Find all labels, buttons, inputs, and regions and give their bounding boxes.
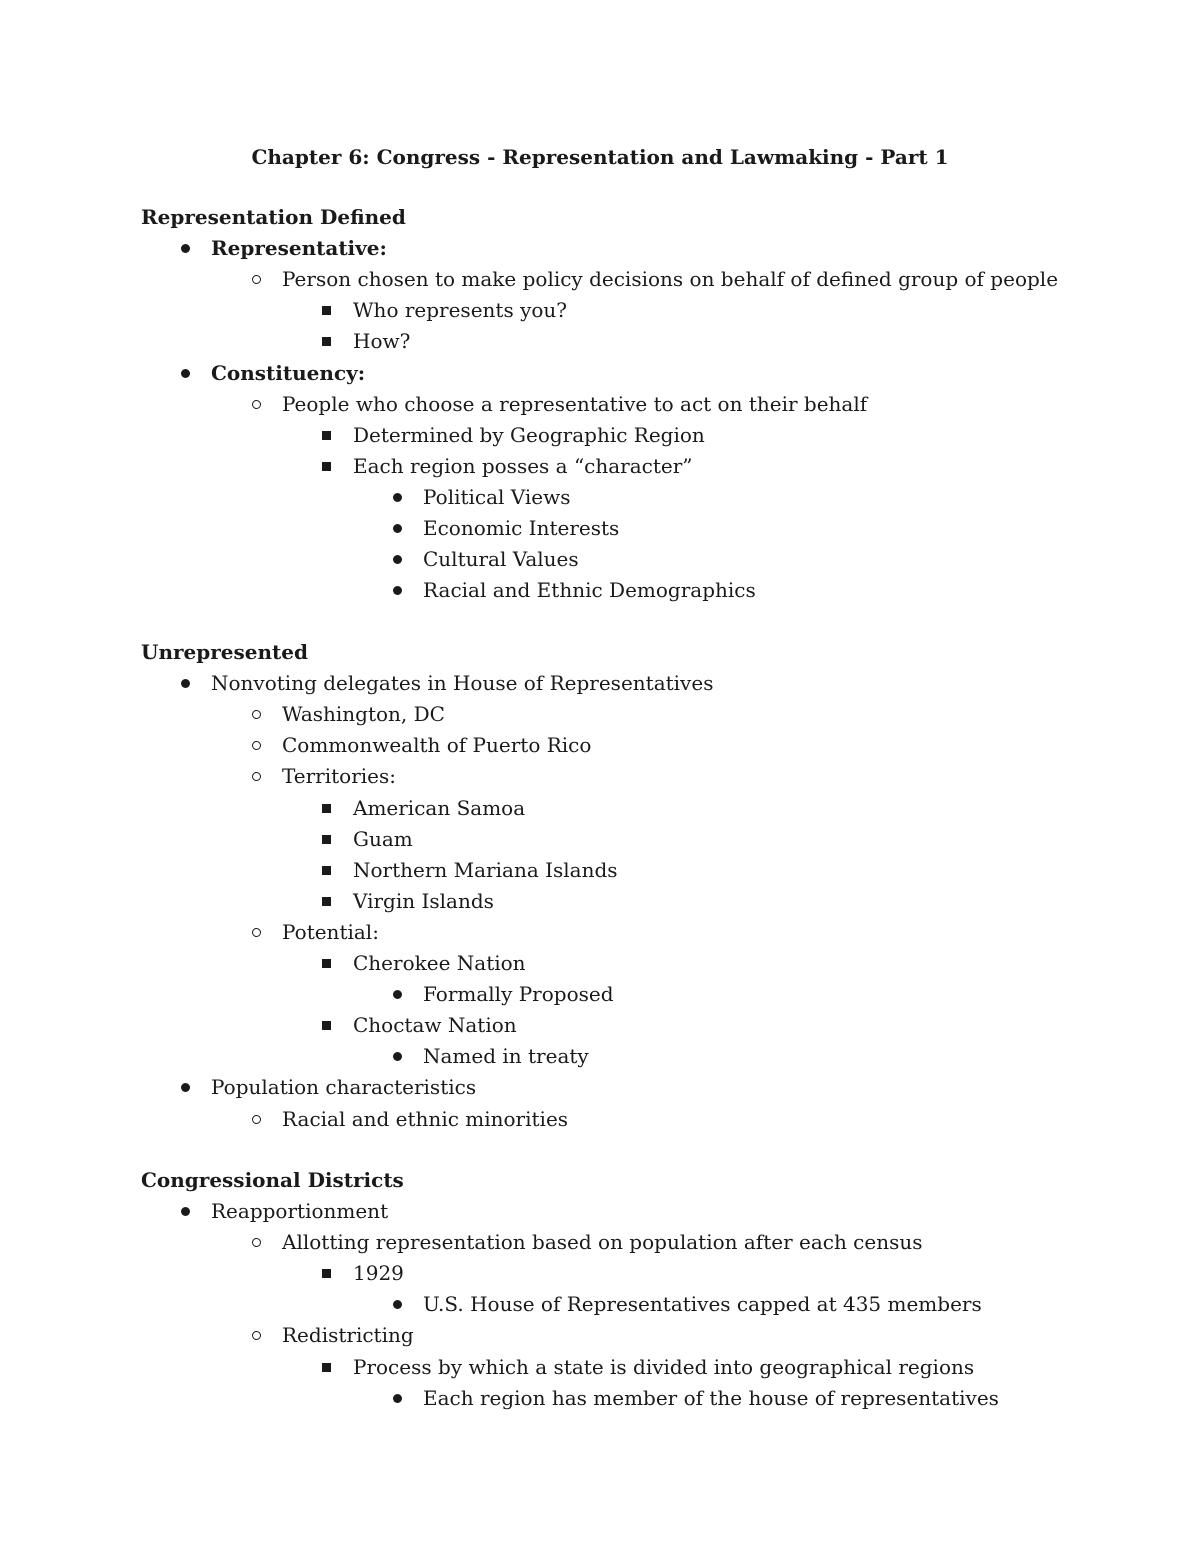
bullet-circle-icon xyxy=(241,1104,271,1135)
bullet-circle-icon xyxy=(241,1320,271,1351)
list-item-text: Allotting representation based on population after each census xyxy=(282,1230,923,1254)
bullet-square-icon xyxy=(311,451,341,482)
list-item xyxy=(0,264,1200,295)
list-item xyxy=(0,855,1200,886)
list-item xyxy=(0,1010,1200,1041)
section-heading: Unrepresented xyxy=(141,640,308,664)
list-item-text: Northern Mariana Islands xyxy=(353,858,618,882)
list-item-text: Who represents you? xyxy=(353,298,568,322)
list-item-text: Determined by Geographic Region xyxy=(353,423,705,447)
list-item xyxy=(0,730,1200,761)
bullet-circle-icon xyxy=(241,730,271,761)
list-item-text: Representative: xyxy=(211,236,387,260)
list-item xyxy=(0,575,1200,606)
list-item-text: U.S. House of Representatives capped at 435 members xyxy=(423,1292,982,1316)
bullet-dot-icon xyxy=(382,544,412,575)
list-item-text: Constituency: xyxy=(211,361,366,385)
bullet-dot-icon xyxy=(382,1289,412,1320)
bullet-dot-icon xyxy=(382,979,412,1010)
bullet-square-icon xyxy=(311,326,341,357)
list-item xyxy=(0,793,1200,824)
document-title: Chapter 6: Congress - Representation and Lawmaking - Part 1 xyxy=(251,145,949,169)
bullet-dot-icon xyxy=(382,1383,412,1414)
bullet-circle-icon xyxy=(241,1227,271,1258)
list-item xyxy=(0,668,1200,699)
bullet-square-icon xyxy=(311,948,341,979)
list-item-text: Cultural Values xyxy=(423,547,579,571)
bullet-dot-icon xyxy=(170,1196,200,1227)
list-item xyxy=(0,1072,1200,1103)
bullet-square-icon xyxy=(311,855,341,886)
list-item-text: Redistricting xyxy=(282,1323,414,1347)
list-item xyxy=(0,513,1200,544)
list-item-text: People who choose a representative to act on their behalf xyxy=(282,392,868,416)
list-item-text: Cherokee Nation xyxy=(353,951,526,975)
bullet-circle-icon xyxy=(241,761,271,792)
bullet-square-icon xyxy=(311,1352,341,1383)
bullet-square-icon xyxy=(311,420,341,451)
list-item xyxy=(0,1196,1200,1227)
list-item-text: Economic Interests xyxy=(423,516,620,540)
bullet-square-icon xyxy=(311,1010,341,1041)
list-item xyxy=(0,389,1200,420)
list-item xyxy=(0,451,1200,482)
bullet-circle-icon xyxy=(241,699,271,730)
list-item-text: Person chosen to make policy decisions on behalf of defined group of people xyxy=(282,267,1059,291)
list-item-text: Racial and Ethnic Demographics xyxy=(423,578,756,602)
list-item xyxy=(0,326,1200,357)
list-item xyxy=(0,1258,1200,1289)
list-item xyxy=(0,1041,1200,1072)
list-item-text: Named in treaty xyxy=(423,1044,589,1068)
list-item-text: Potential: xyxy=(282,920,379,944)
bullet-dot-icon xyxy=(170,233,200,264)
bullet-square-icon xyxy=(311,295,341,326)
list-item xyxy=(0,917,1200,948)
bullet-dot-icon xyxy=(382,1041,412,1072)
list-item-text: Process by which a state is divided into geographical regions xyxy=(353,1355,975,1379)
list-item xyxy=(0,948,1200,979)
list-item-text: Political Views xyxy=(423,485,571,509)
list-item xyxy=(0,886,1200,917)
list-item xyxy=(0,1104,1200,1135)
list-item-text: Choctaw Nation xyxy=(353,1013,517,1037)
list-item xyxy=(0,420,1200,451)
list-item xyxy=(0,761,1200,792)
bullet-dot-icon xyxy=(382,482,412,513)
list-item-text: Washington, DC xyxy=(282,702,445,726)
list-item-text: Reapportionment xyxy=(211,1199,389,1223)
list-item-text: Commonwealth of Puerto Rico xyxy=(282,733,592,757)
list-item-text: Virgin Islands xyxy=(353,889,494,913)
bullet-dot-icon xyxy=(382,513,412,544)
section-heading: Representation Defined xyxy=(141,205,406,229)
list-item-text: American Samoa xyxy=(353,796,526,820)
bullet-circle-icon xyxy=(241,917,271,948)
bullet-square-icon xyxy=(311,1258,341,1289)
bullet-square-icon xyxy=(311,886,341,917)
list-item-text: Formally Proposed xyxy=(423,982,614,1006)
list-item-text: Territories: xyxy=(282,764,397,788)
list-item xyxy=(0,1320,1200,1351)
bullet-dot-icon xyxy=(170,358,200,389)
list-item-text: 1929 xyxy=(353,1261,404,1285)
bullet-dot-icon xyxy=(170,668,200,699)
list-item-text: Racial and ethnic minorities xyxy=(282,1107,569,1131)
list-item xyxy=(0,295,1200,326)
list-item-text: Each region has member of the house of representatives xyxy=(423,1386,999,1410)
list-item-text: Each region posses a “character” xyxy=(353,454,693,478)
list-item xyxy=(0,233,1200,264)
list-item xyxy=(0,358,1200,389)
bullet-square-icon xyxy=(311,824,341,855)
list-item-text: Guam xyxy=(353,827,413,851)
bullet-square-icon xyxy=(311,793,341,824)
list-item-text: Population characteristics xyxy=(211,1075,477,1099)
section-heading: Congressional Districts xyxy=(141,1168,404,1192)
list-item xyxy=(0,1289,1200,1320)
list-item xyxy=(0,979,1200,1010)
list-item xyxy=(0,699,1200,730)
bullet-dot-icon xyxy=(170,1072,200,1103)
list-item-text: Nonvoting delegates in House of Representatives xyxy=(211,671,714,695)
list-item xyxy=(0,1352,1200,1383)
bullet-circle-icon xyxy=(241,264,271,295)
list-item xyxy=(0,544,1200,575)
list-item xyxy=(0,1383,1200,1414)
list-item xyxy=(0,482,1200,513)
list-item-text: How? xyxy=(353,329,411,353)
bullet-dot-icon xyxy=(382,575,412,606)
list-item xyxy=(0,1227,1200,1258)
bullet-circle-icon xyxy=(241,389,271,420)
list-item xyxy=(0,824,1200,855)
